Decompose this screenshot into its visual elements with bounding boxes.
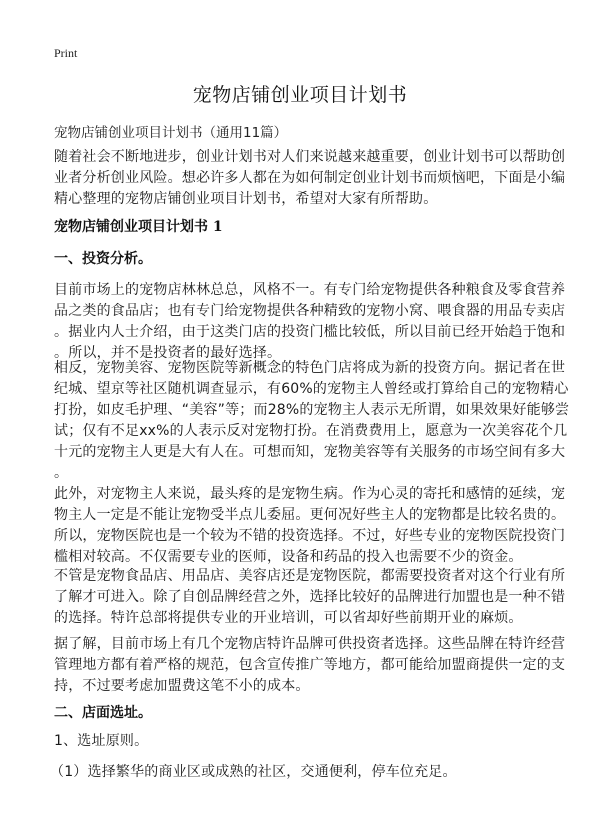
paragraph-1 bbox=[54, 280, 566, 364]
text-line: 1、选址原则。 bbox=[54, 733, 149, 749]
intro-paragraph bbox=[54, 147, 566, 210]
text-line: 持，不过要考虑加盟费这笔不小的成本。 bbox=[54, 678, 310, 694]
text-line: 此外，对宠物主人来说，最头疼的是宠物生病。作为心灵的寄托和感情的延续，宠 bbox=[54, 486, 566, 502]
print-label: Print bbox=[54, 46, 78, 60]
text-line: 相反，宠物美容、宠物医院等新概念的特色门店将成为新的投资方向。据记者在世 bbox=[54, 360, 566, 376]
text-line: 业者分析创业风险。想必许多人都在为如何制定创业计划书而烦恼吧，下面是小编 bbox=[54, 170, 566, 186]
heading-store-location: 二、店面选址。 bbox=[54, 705, 152, 721]
text-line: 的选择。特许总部将提供专业的开业培训，可以省却好些前期开业的麻烦。 bbox=[54, 610, 523, 626]
paragraph-4 bbox=[54, 566, 566, 629]
section-title: 宠物店铺创业项目计划书 1 bbox=[54, 219, 223, 235]
text-line: 管理地方都有着严格的规范，包含宣传推广等地方，都可能给加盟商提供一定的支 bbox=[54, 657, 566, 673]
document-subtitle: 宠物店铺创业项目计划书（通用11篇） bbox=[54, 125, 288, 141]
text-line: 槛相对较高。不仅需要专业的医师，设备和药品的投入也需要不少的资金。 bbox=[54, 549, 523, 565]
text-line: 所以，宠物医院也是一个较为不错的投资选择。不过，好些专业的宠物医院投资门 bbox=[54, 528, 566, 544]
paragraph-3 bbox=[54, 484, 566, 568]
text-line: 。据业内人士介绍，由于这类门店的投资门槛比较低，所以目前已经开始趋于饱和 bbox=[54, 324, 566, 340]
text-line: 精心整理的宠物店铺创业项目计划书，希望对大家有所帮助。 bbox=[54, 191, 438, 207]
text-line: 品之类的食品店；也有专门给宠物提供各种精致的宠物小窝、喂食器的用品专卖店 bbox=[54, 303, 566, 319]
text-line: 目前市场上的宠物店林林总总，风格不一。有专门给宠物提供各种粮食及零食营养 bbox=[54, 282, 566, 298]
text-line: 十元的宠物主人更是大有人在。可想而知，宠物美容等有关服务的市场空间有多大 bbox=[54, 444, 566, 460]
text-line: 据了解，目前市场上有几个宠物店特许品牌可供投资者选择。这些品牌在特许经营 bbox=[54, 636, 566, 652]
text-line: 了解才可进入。除了自创品牌经营之外，选择比较好的品牌进行加盟也是一种不错 bbox=[54, 589, 566, 605]
text-line: 打扮，如皮毛护理、“美容”等；而28%的宠物主人表示无所谓，如果效果好能够尝 bbox=[54, 402, 570, 418]
text-line: （1）选择繁华的商业区或成熟的社区，交通便利，停车位充足。 bbox=[50, 764, 457, 780]
list-subitem-1 bbox=[50, 762, 542, 783]
document-title: 宠物店铺创业项目计划书 bbox=[192, 84, 408, 106]
text-line: 物主人一定是不能让宠物受半点儿委屈。更何况好些主人的宠物都是比较名贵的。 bbox=[54, 507, 566, 523]
list-item-principles bbox=[54, 731, 546, 752]
text-line: 。所以，并不是投资者的最好选择。 bbox=[54, 345, 282, 361]
text-line: 试；仅有不足xx%的人表示反对宠物打扮。在消费费用上，愿意为一次美容花个几 bbox=[54, 423, 568, 439]
text-line: 不管是宠物食品店、用品店、美容店还是宠物医院，都需要投资者对这个行业有所 bbox=[54, 568, 566, 584]
paragraph-5 bbox=[54, 634, 566, 697]
text-line: 随着社会不断地进步，创业计划书对人们来说越来越重要，创业计划书可以帮助创 bbox=[54, 149, 566, 165]
text-line: 。 bbox=[54, 465, 69, 481]
paragraph-2 bbox=[54, 358, 570, 484]
heading-investment-analysis: 一、投资分析。 bbox=[54, 251, 152, 267]
text-line: 纪城、望京等社区随机调查显示，有60%的宠物主人曾经或打算给自己的宠物精心 bbox=[54, 381, 569, 397]
